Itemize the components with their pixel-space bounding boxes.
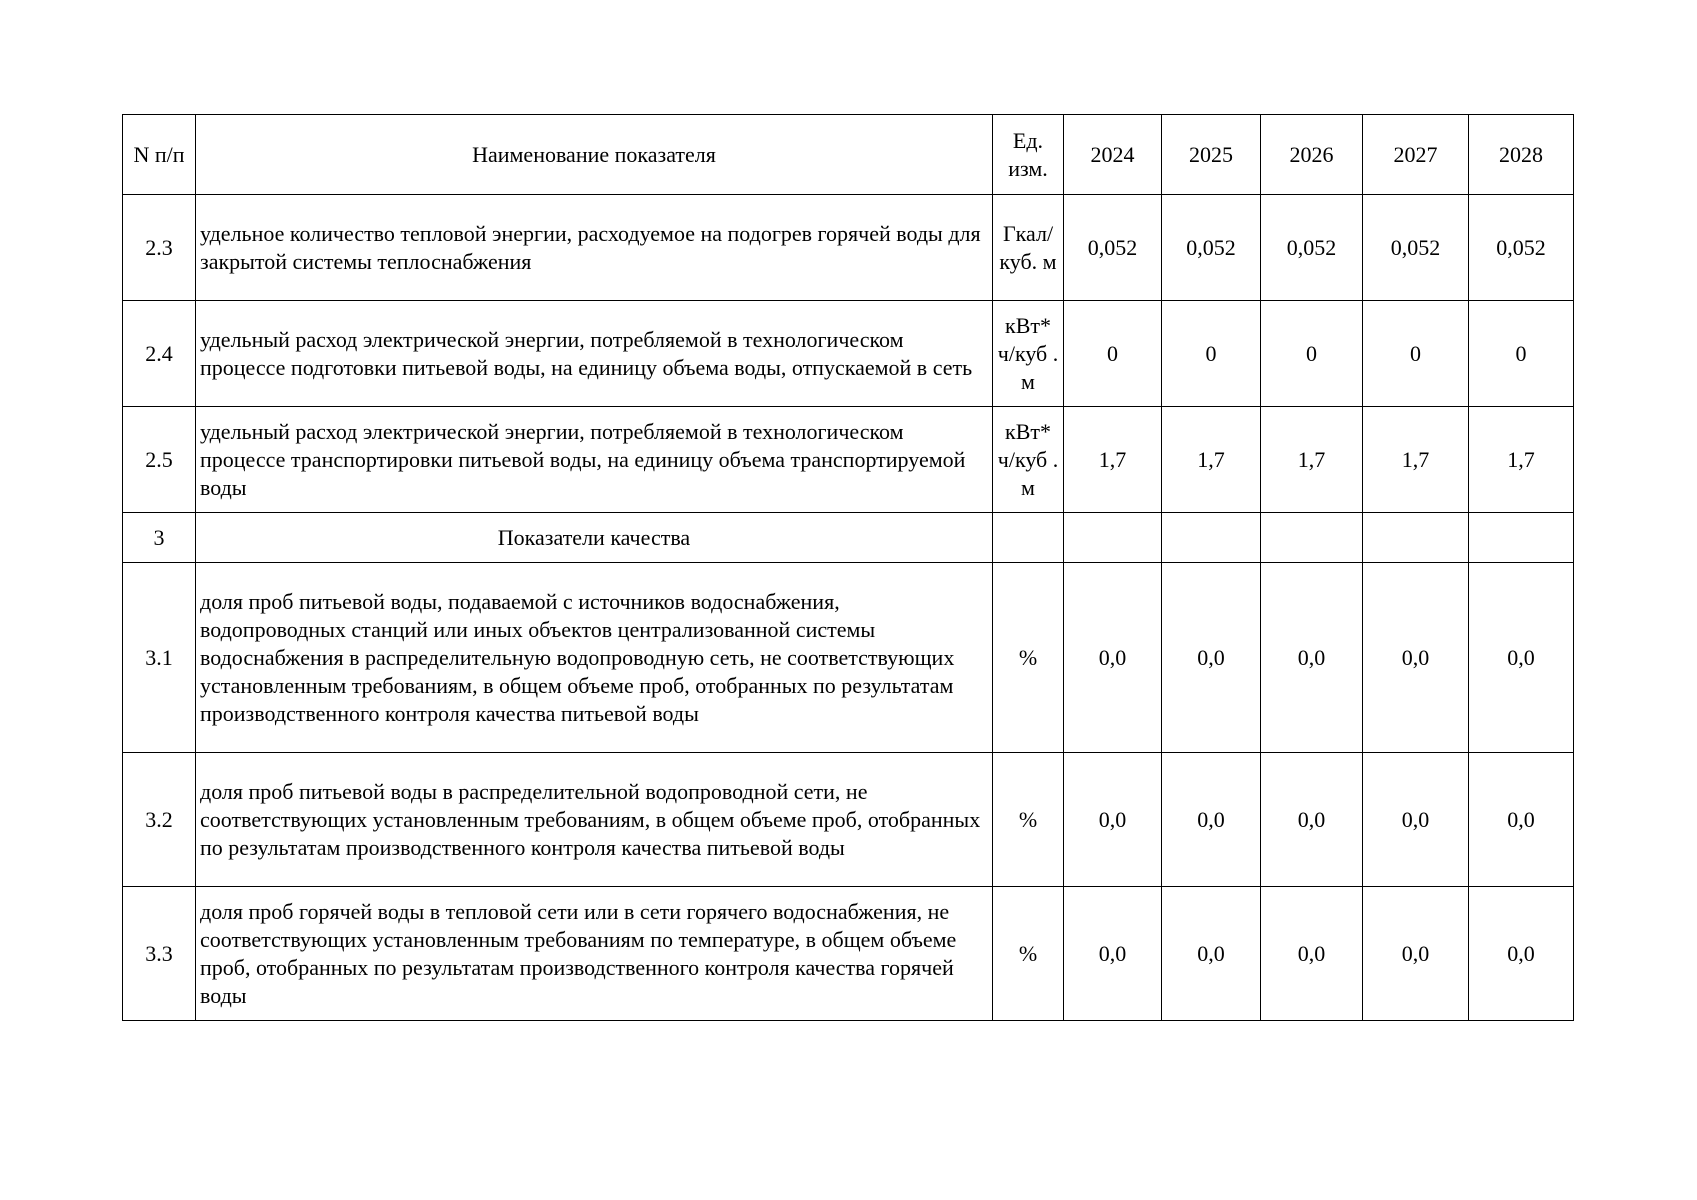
table-row	[123, 563, 1574, 753]
value-cell: 0	[1261, 301, 1363, 407]
header-unit: Ед. изм.	[993, 115, 1064, 195]
header-year: 2026	[1261, 115, 1363, 195]
unit-cell: Гкал/ куб. м	[993, 195, 1064, 301]
value-cell	[1363, 513, 1469, 563]
table-row	[123, 407, 1574, 513]
unit-cell: %	[993, 753, 1064, 887]
row-number: 2.5	[123, 407, 196, 513]
value-cell: 0	[1162, 301, 1261, 407]
value-cell: 0,0	[1064, 753, 1162, 887]
header-year: 2027	[1363, 115, 1469, 195]
value-cell: 1,7	[1469, 407, 1574, 513]
value-cell: 0,0	[1261, 887, 1363, 1021]
value-cell: 0,0	[1469, 563, 1574, 753]
value-cell: 1,7	[1064, 407, 1162, 513]
value-cell: 0,0	[1363, 563, 1469, 753]
value-cell: 0,052	[1469, 195, 1574, 301]
value-cell: 1,7	[1363, 407, 1469, 513]
value-cell: 0,052	[1261, 195, 1363, 301]
row-number: 2.4	[123, 301, 196, 407]
value-cell	[1261, 513, 1363, 563]
indicator-name: удельный расход электрической энергии, потребляемой в технологическом процессе подготовки питьевой воды, на единицу объема воды, отпускаемой в сеть	[196, 301, 993, 407]
value-cell: 0	[1469, 301, 1574, 407]
value-cell: 0,0	[1162, 563, 1261, 753]
value-cell: 0,0	[1064, 563, 1162, 753]
row-number: 3.2	[123, 753, 196, 887]
unit-cell: %	[993, 563, 1064, 753]
table-row	[123, 195, 1574, 301]
value-cell: 0,0	[1469, 753, 1574, 887]
row-number: 3	[123, 513, 196, 563]
value-cell: 0,0	[1162, 887, 1261, 1021]
value-cell: 0,0	[1261, 753, 1363, 887]
unit-cell: кВт* ч/куб . м	[993, 407, 1064, 513]
value-cell	[1162, 513, 1261, 563]
row-number: 3.3	[123, 887, 196, 1021]
unit-cell: %	[993, 887, 1064, 1021]
value-cell: 0,052	[1162, 195, 1261, 301]
indicator-name: доля проб горячей воды в тепловой сети или в сети горячего водоснабжения, не соответствующих установленным требованиям по температуре, в общем объеме проб, отобранных по результатам производственного контроля качества горячей воды	[196, 887, 993, 1021]
value-cell: 0,0	[1261, 563, 1363, 753]
document-page	[122, 114, 1574, 1021]
value-cell: 0,0	[1064, 887, 1162, 1021]
indicator-name: удельный расход электрической энергии, потребляемой в технологическом процессе транспортировки питьевой воды, на единицу объема транспортируемой воды	[196, 407, 993, 513]
value-cell: 1,7	[1162, 407, 1261, 513]
section-row	[123, 513, 1574, 563]
table-row	[123, 301, 1574, 407]
value-cell	[1469, 513, 1574, 563]
value-cell: 0	[1363, 301, 1469, 407]
unit-cell: кВт* ч/куб . м	[993, 301, 1064, 407]
indicator-name: доля проб питьевой воды, подаваемой с источников водоснабжения, водопроводных станций или иных объектов централизованной системы водоснабжения в распределительную водопроводную сеть, не соответствующих установленным требованиям, в общем объеме проб, отобранных по результатам производственного контроля качества питьевой воды	[196, 563, 993, 753]
value-cell: 0,052	[1064, 195, 1162, 301]
header-row	[123, 115, 1574, 195]
value-cell: 0	[1064, 301, 1162, 407]
section-title: Показатели качества	[196, 513, 993, 563]
indicator-name: доля проб питьевой воды в распределительной водопроводной сети, не соответствующих установленным требованиям, в общем объеме проб, отобранных по результатам производственного контроля качества питьевой воды	[196, 753, 993, 887]
header-year: 2024	[1064, 115, 1162, 195]
indicators-table	[122, 114, 1574, 1021]
header-name: Наименование показателя	[196, 115, 993, 195]
header-num: N п/п	[123, 115, 196, 195]
table-row	[123, 887, 1574, 1021]
value-cell: 0,052	[1363, 195, 1469, 301]
unit-cell	[993, 513, 1064, 563]
header-year: 2025	[1162, 115, 1261, 195]
row-number: 2.3	[123, 195, 196, 301]
value-cell: 1,7	[1261, 407, 1363, 513]
value-cell: 0,0	[1469, 887, 1574, 1021]
table-row	[123, 753, 1574, 887]
value-cell: 0,0	[1363, 753, 1469, 887]
value-cell: 0,0	[1162, 753, 1261, 887]
indicator-name: удельное количество тепловой энергии, расходуемое на подогрев горячей воды для закрытой системы теплоснабжения	[196, 195, 993, 301]
row-number: 3.1	[123, 563, 196, 753]
value-cell: 0,0	[1363, 887, 1469, 1021]
header-year: 2028	[1469, 115, 1574, 195]
value-cell	[1064, 513, 1162, 563]
